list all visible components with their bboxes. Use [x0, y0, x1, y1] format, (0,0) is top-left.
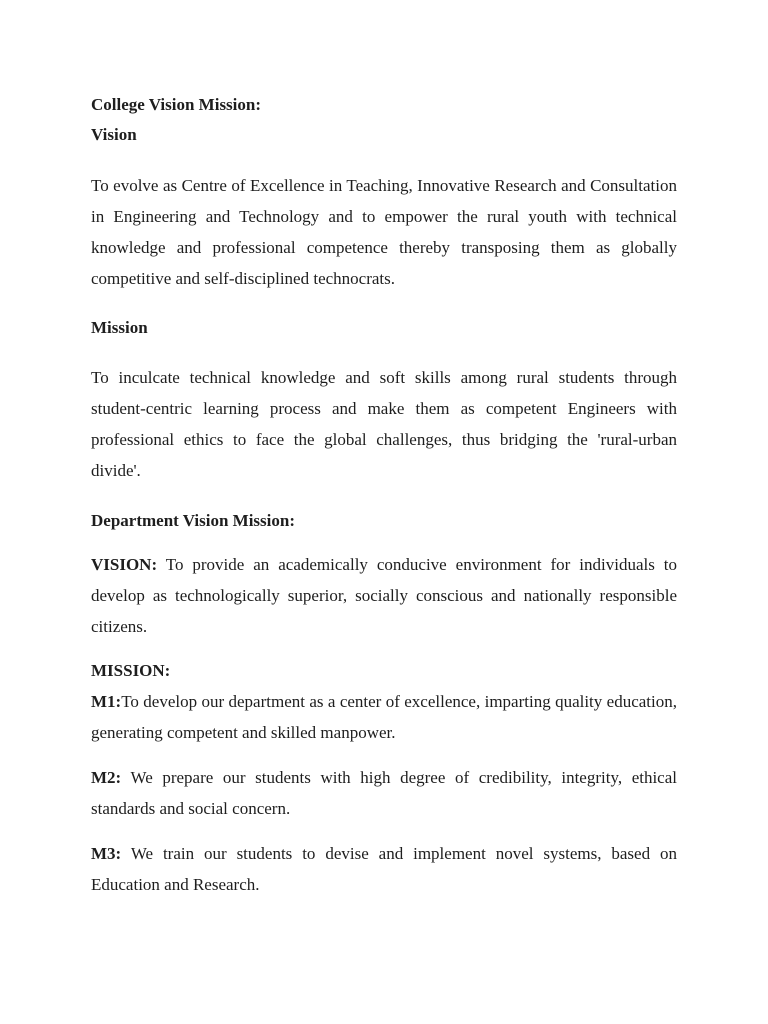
- mission-m2-label: M2:: [91, 768, 122, 787]
- college-mission-heading: Mission: [91, 318, 148, 337]
- mission-item-m1: [91, 686, 677, 748]
- department-mission-heading: MISSION:: [91, 661, 171, 680]
- mission-m2-text: We prepare our students with high degree of credibility, integrity, ethical standards and social concern.: [91, 768, 677, 818]
- department-vision-label: VISION:: [91, 555, 158, 574]
- college-vision-mission-heading: College Vision Mission:: [91, 95, 262, 114]
- college-vision-paragraph: To evolve as Centre of Excellence in Teaching, Innovative Research and Consultation in Engineering and Technology and to empower the rural youth with technical knowledge and professional competence thereby transposing them as globally competitive and self-disciplined technocrats.: [91, 176, 677, 288]
- department-vision-mission-heading: Department Vision Mission:: [91, 511, 295, 530]
- mission-item-m2: [91, 762, 677, 824]
- mission-m1-text: To develop our department as a center of excellence, imparting quality education, generating competent and skilled manpower.: [91, 692, 677, 742]
- department-vision-paragraph: [91, 549, 677, 642]
- college-mission-paragraph: To inculcate technical knowledge and soft skills among rural students through student-centric learning process and make them as competent Engineers with professional ethics to face the global challenges, thus bridging the 'rural-urban divide'.: [91, 368, 677, 480]
- mission-m1-label: M1:: [91, 692, 122, 711]
- department-vision-text: To provide an academically conducive environment for individuals to develop as technologically superior, socially conscious and nationally responsible citizens.: [91, 555, 677, 636]
- mission-m3-label: M3:: [91, 844, 122, 863]
- mission-m3-text: We train our students to devise and implement novel systems, based on Education and Research.: [91, 844, 677, 894]
- mission-item-m3: [91, 838, 677, 900]
- college-vision-heading: Vision: [91, 125, 137, 144]
